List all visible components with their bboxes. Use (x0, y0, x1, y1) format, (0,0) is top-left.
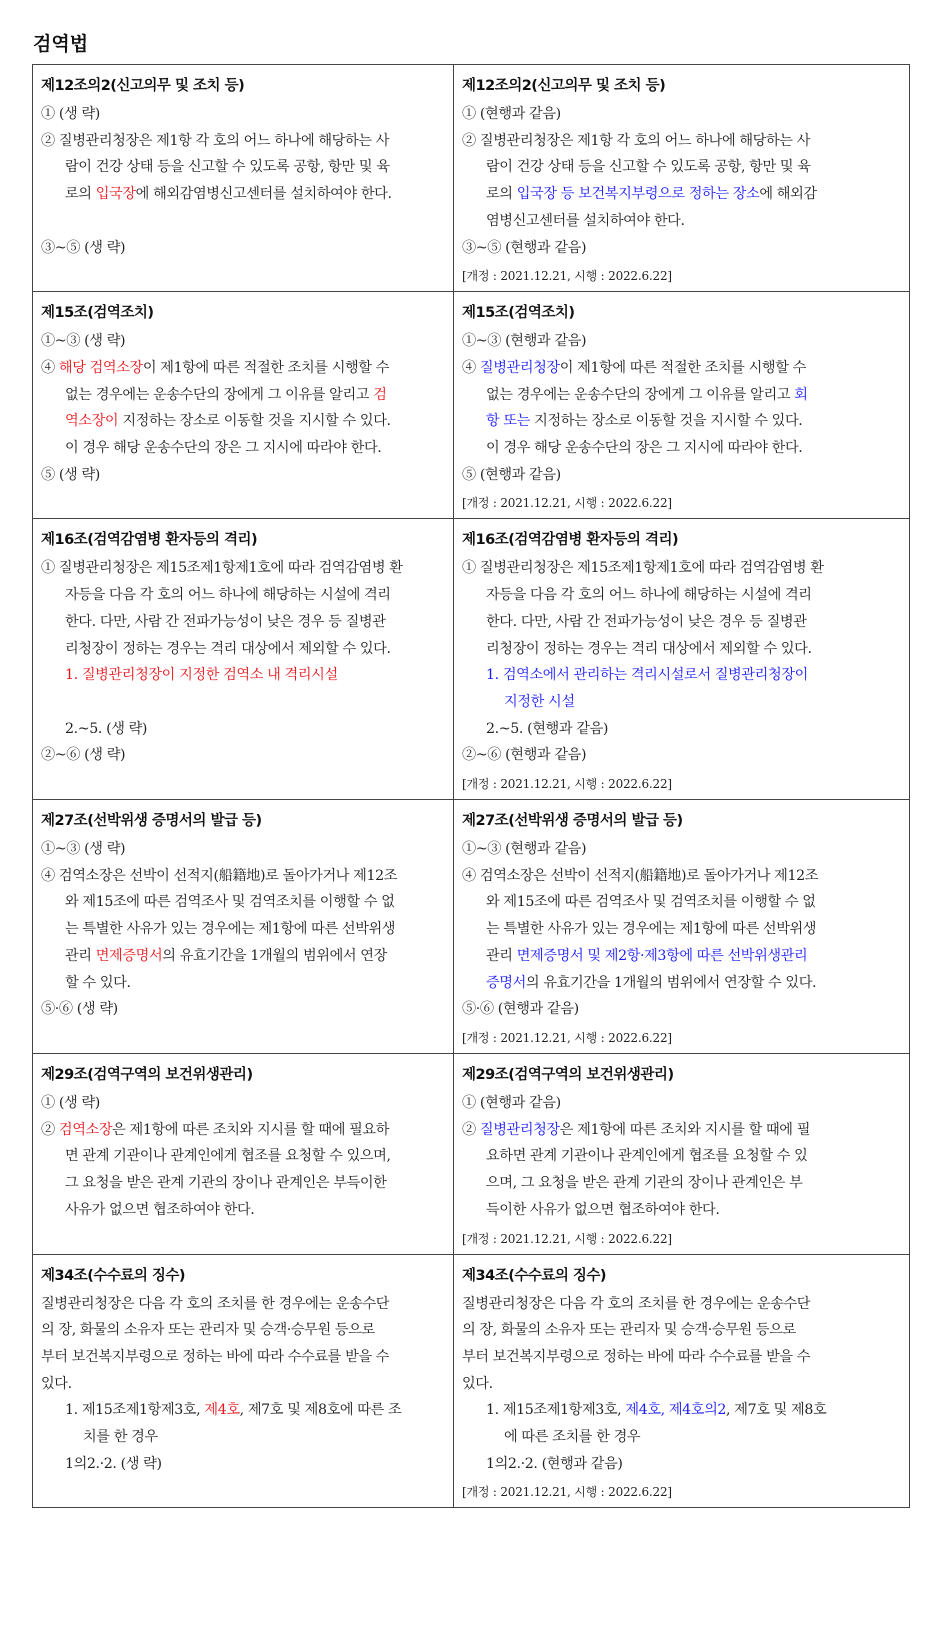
amendment-note (462, 1481, 901, 1503)
clause-text: 이 제1항에 따른 적절한 조치를 시행할 수 (559, 359, 806, 376)
clause-text: ⑤ (현행과 같음) (462, 466, 561, 483)
article-row (33, 1053, 910, 1254)
clause-text: ②~⑥ (생 략) (41, 747, 126, 764)
clause-line (462, 636, 901, 663)
clause-line (462, 916, 901, 943)
current-law-cell (33, 65, 454, 292)
clause-line (41, 555, 445, 582)
clause-text: 은 제1항에 따른 조치와 지시를 할 때에 필 (559, 1121, 811, 1138)
clause-line (462, 836, 901, 863)
highlighted-text: 입국장 등 보건복지부령으로 정하는 장소 (516, 186, 760, 203)
clause-text: ① (생 략) (41, 106, 100, 122)
clause-text: 2.~5. (생 략) (65, 720, 148, 737)
clause-text: ② (462, 1121, 480, 1138)
clause-line (462, 996, 901, 1023)
clause-line (462, 208, 901, 235)
clause-line (41, 1143, 445, 1170)
clause-text: ①~③ (현행과 같음) (462, 333, 587, 350)
clause-line (41, 836, 445, 863)
clause-line (41, 1397, 445, 1424)
clause-text: 없는 경우에는 운송수단의 장에게 그 이유를 알리고 (65, 386, 374, 403)
clause-text: 1. 제15조제1항제3호, (65, 1402, 205, 1419)
clause-text: ④ 검역소장은 선박이 선적지(船籍地)로 돌아가거나 제12조 (462, 867, 819, 884)
highlighted-text: 1. 검역소에서 관리하는 격리시설로서 질병관리청장이 (486, 667, 808, 684)
clause-line (41, 408, 445, 435)
clause-text: 염병신고센터를 설치하여야 한다. (486, 212, 685, 229)
clause-text: 없는 경우에는 운송수단의 장에게 그 이유를 알리고 (486, 386, 795, 403)
clause-line (462, 1143, 901, 1170)
clause-line (41, 462, 445, 489)
clause-text: 이 경우 해당 운송수단의 장은 그 지시에 따라야 한다. (65, 440, 382, 457)
clause-line (41, 1090, 445, 1117)
clause-text: ②~⑥ (현행과 같음) (462, 747, 587, 764)
clause-line (462, 716, 901, 743)
highlighted-text: 회 (794, 386, 808, 403)
highlighted-text: 검 (373, 386, 387, 403)
amendment-note (462, 492, 901, 514)
highlighted-text: 질병관리청장 (479, 1121, 560, 1138)
amendment-note (462, 265, 901, 287)
clause-line (41, 1371, 445, 1398)
clause-text: 있다. (41, 1375, 72, 1392)
amended-law-cell (454, 519, 910, 800)
clause-text: 로의 (65, 186, 96, 203)
clause-text: ①~③ (생 략) (41, 841, 126, 858)
clause-line (462, 1397, 901, 1424)
article-heading: 제27조(선박위생 증명서의 발급 등) (41, 813, 262, 830)
clause-text: ⑤·⑥ (현행과 같음) (462, 1001, 579, 1018)
clause-text: [개정 : 2021.12.21, 시행 : 2022.6.22] (462, 496, 672, 511)
clause-line (41, 154, 445, 181)
clause-line (41, 636, 445, 663)
clause-text: 는 특별한 사유가 있는 경우에는 제1항에 따른 선박위생 (65, 921, 396, 938)
article-heading: 제15조(검역조치) (462, 305, 575, 322)
article-heading: 제12조의2(신고의무 및 조치 등) (462, 78, 666, 94)
article-row (33, 1254, 910, 1508)
clause-text: 의 유효기간을 1개월의 범위에서 연장 (162, 947, 387, 964)
clause-text: 한다. 다만, 사람 간 전파가능성이 낮은 경우 등 질병관 (65, 613, 386, 630)
clause-text: 에 해외감 (759, 186, 817, 203)
highlighted-text: 1. 질병관리청장이 지정한 검역소 내 격리시설 (65, 667, 338, 684)
clause-line (41, 1424, 445, 1451)
clause-line (462, 1371, 901, 1398)
clause-text: 질병관리청장은 다음 각 호의 조치를 한 경우에는 운송수단 (41, 1295, 390, 1312)
clause-line (41, 128, 445, 155)
article-row (33, 519, 910, 800)
article-heading: 제29조(검역구역의 보건위생관리) (41, 1066, 253, 1083)
clause-text: ④ 검역소장은 선박이 선적지(船籍地)로 돌아가거나 제12조 (41, 867, 398, 884)
clause-line (41, 889, 445, 916)
clause-line (41, 1197, 445, 1224)
amended-law-cell (454, 1254, 910, 1508)
clause-text: 득이한 사유가 없으면 협조하여야 한다. (486, 1201, 720, 1218)
clause-text: 그 요청을 받은 관계 기관의 장이나 관계인은 부득이한 (65, 1175, 387, 1192)
clause-text: 질병관리청장은 다음 각 호의 조치를 한 경우에는 운송수단 (462, 1295, 811, 1312)
clause-line (462, 462, 901, 489)
clause-text: ⑤·⑥ (생 략) (41, 1001, 118, 1018)
clause-line (462, 408, 901, 435)
clause-text: 이 제1항에 따른 적절한 조치를 시행할 수 (142, 359, 390, 376)
clause-text: ③~⑤ (생 략) (41, 239, 126, 256)
clause-line (462, 355, 901, 382)
article-heading: 제27조(선박위생 증명서의 발급 등) (462, 813, 683, 830)
clause-text: , 제7호 및 제8호 (726, 1402, 827, 1419)
clause-text: ② 질병관리청장은 제1항 각 호의 어느 하나에 해당하는 사 (41, 132, 390, 149)
clause-line (462, 582, 901, 609)
clause-text: ①~③ (현행과 같음) (462, 841, 587, 858)
clause-line (462, 609, 901, 636)
clause-line (462, 970, 901, 997)
clause-line (462, 328, 901, 355)
article-heading: 제16조(검역감염병 환자등의 격리) (41, 532, 258, 549)
clause-text: , 제7호 및 제8호에 따른 조 (239, 1402, 402, 1419)
clause-text: ② 질병관리청장은 제1항 각 호의 어느 하나에 해당하는 사 (462, 132, 811, 149)
clause-text: 사유가 없으면 협조하여야 한다. (65, 1201, 255, 1218)
clause-text: 와 제15조에 따른 검역조사 및 검역조치를 이행할 수 없 (65, 894, 395, 911)
clause-text: ① (생 략) (41, 1094, 100, 1111)
highlighted-text: 해당 검역소장 (58, 359, 143, 376)
amended-law-cell (454, 65, 910, 292)
clause-line (41, 716, 445, 743)
clause-text: ① (현행과 같음) (462, 1094, 561, 1111)
clause-line (41, 662, 445, 689)
blank-line (41, 689, 445, 716)
clause-text: 에 따른 조치를 한 경우 (504, 1429, 641, 1446)
clause-text: ① 질병관리청장은 제15조제1항제1호에 따라 검역감염병 환 (41, 560, 403, 577)
clause-text: [개정 : 2021.12.21, 시행 : 2022.6.22] (462, 1030, 672, 1045)
clause-text: 치를 한 경우 (83, 1429, 158, 1446)
clause-text: 부터 보건복지부령으로 정하는 바에 따라 수수료를 받을 수 (41, 1348, 390, 1365)
article-heading: 제34조(수수료의 징수) (41, 1267, 186, 1284)
clause-line (41, 943, 445, 970)
clause-text: ④ (41, 359, 59, 376)
current-law-cell (33, 519, 454, 800)
amended-law-cell (454, 800, 910, 1054)
clause-line (462, 555, 901, 582)
highlighted-text: 항 또는 (486, 413, 531, 430)
clause-line (462, 889, 901, 916)
blank-line (41, 208, 445, 235)
highlighted-text: 입국장 (95, 186, 136, 203)
current-law-cell (33, 292, 454, 519)
clause-line (462, 1090, 901, 1117)
clause-text: 람이 건강 상태 등을 신고할 수 있도록 공항, 항만 및 육 (65, 159, 390, 176)
clause-line (462, 863, 901, 890)
clause-line (462, 1117, 901, 1144)
article-heading: 제12조의2(신고의무 및 조치 등) (41, 78, 245, 94)
clause-text: [개정 : 2021.12.21, 시행 : 2022.6.22] (462, 1485, 672, 1500)
clause-line (41, 1451, 445, 1478)
clause-text: 1의2.·2. (생 략) (65, 1455, 162, 1472)
clause-text: [개정 : 2021.12.21, 시행 : 2022.6.22] (462, 777, 672, 792)
clause-line (462, 943, 901, 970)
clause-text: 자등을 다음 각 호의 어느 하나에 해당하는 시설에 격리 (486, 587, 812, 604)
article-heading: 제16조(검역감염병 환자등의 격리) (462, 532, 679, 549)
clause-text: 할 수 있다. (65, 974, 131, 991)
highlighted-text: 면제증명서 및 제2항·제3항에 따른 선박위생관리 (516, 947, 808, 964)
clause-line (462, 154, 901, 181)
clause-line (462, 1424, 901, 1451)
clause-text: 와 제15조에 따른 검역조사 및 검역조치를 이행할 수 없 (486, 894, 816, 911)
current-law-cell (33, 1053, 454, 1254)
clause-text: ③~⑤ (현행과 같음) (462, 239, 587, 256)
clause-text: 로의 (486, 186, 517, 203)
article-heading: 제29조(검역구역의 보건위생관리) (462, 1066, 674, 1083)
clause-text: 관리 (486, 947, 517, 964)
clause-line (41, 382, 445, 409)
clause-line (462, 235, 901, 262)
clause-text: ② (41, 1121, 59, 1138)
clause-text: 1. 제15조제1항제3호, (486, 1402, 626, 1419)
clause-line (41, 1291, 445, 1318)
clause-line (462, 1317, 901, 1344)
current-law-cell (33, 800, 454, 1054)
clause-text: 한다. 다만, 사람 간 전파가능성이 낮은 경우 등 질병관 (486, 613, 807, 630)
clause-text: 이 경우 해당 운송수단의 장은 그 지시에 따라야 한다. (486, 440, 803, 457)
clause-line (462, 1451, 901, 1478)
clause-line (41, 863, 445, 890)
highlighted-text: 면제증명서 (95, 947, 163, 964)
clause-text: 관리 (65, 947, 96, 964)
clause-text: 으며, 그 요청을 받은 관계 기관의 장이나 관계인은 부 (486, 1175, 803, 1192)
clause-line (41, 609, 445, 636)
article-row (33, 292, 910, 519)
highlighted-text: 질병관리청장 (479, 359, 560, 376)
clause-line (462, 435, 901, 462)
amendment-note (462, 1027, 901, 1049)
clause-text: 2.~5. (현행과 같음) (486, 720, 608, 737)
clause-text: ① 질병관리청장은 제15조제1항제1호에 따라 검역감염병 환 (462, 560, 824, 577)
clause-line (462, 742, 901, 769)
highlighted-text: 증명서 (486, 974, 526, 991)
clause-line (41, 1317, 445, 1344)
article-heading: 제34조(수수료의 징수) (462, 1267, 607, 1284)
clause-line (462, 1197, 901, 1224)
current-law-cell (33, 1254, 454, 1508)
amendment-note (462, 773, 901, 795)
clause-text: ① (현행과 같음) (462, 106, 561, 122)
clause-text: 의 장, 화물의 소유자 또는 관리자 및 승객·승무원 등으로 (41, 1322, 375, 1339)
clause-line (41, 996, 445, 1023)
clause-text: 람이 건강 상태 등을 신고할 수 있도록 공항, 항만 및 육 (486, 159, 811, 176)
clause-text: 부터 보건복지부령으로 정하는 바에 따라 수수료를 받을 수 (462, 1348, 811, 1365)
clause-line (41, 1344, 445, 1371)
clause-line (462, 1170, 901, 1197)
clause-text: ⑤ (생 략) (41, 466, 100, 483)
clause-line (41, 435, 445, 462)
highlighted-text: 지정한 시설 (504, 693, 575, 710)
clause-text: ④ (462, 359, 480, 376)
article-row (33, 800, 910, 1054)
highlighted-text: 역소장이 (65, 413, 119, 430)
amended-law-cell (454, 1053, 910, 1254)
clause-text: 은 제1항에 따른 조치와 지시를 할 때에 필요하 (112, 1121, 390, 1138)
article-heading: 제15조(검역조치) (41, 305, 154, 322)
clause-text: 에 해외감염병신고센터를 설치하여야 한다. (135, 186, 392, 203)
clause-line (41, 328, 445, 355)
clause-text: 자등을 다음 각 호의 어느 하나에 해당하는 시설에 격리 (65, 587, 391, 604)
clause-text: 1의2.·2. (현행과 같음) (486, 1455, 623, 1472)
clause-text: [개정 : 2021.12.21, 시행 : 2022.6.22] (462, 1231, 672, 1246)
clause-line (462, 1344, 901, 1371)
clause-line (462, 181, 901, 208)
clause-line (462, 101, 901, 128)
clause-text: ①~③ (생 략) (41, 333, 126, 350)
clause-text: 의 유효기간을 1개월의 범위에서 연장할 수 있다. (525, 974, 817, 991)
clause-line (41, 235, 445, 262)
clause-line (41, 181, 445, 208)
clause-line (462, 689, 901, 716)
article-row (33, 65, 910, 292)
clause-line (462, 382, 901, 409)
clause-text: 지정하는 장소로 이동할 것을 지시할 수 있다. (118, 413, 391, 430)
comparison-rows (33, 65, 910, 1508)
law-comparison-table (32, 64, 910, 1508)
clause-text: 의 장, 화물의 소유자 또는 관리자 및 승객·승무원 등으로 (462, 1322, 796, 1339)
clause-line (41, 1170, 445, 1197)
clause-line (41, 1117, 445, 1144)
document-title: 검역법 (33, 33, 89, 55)
clause-line (462, 662, 901, 689)
highlighted-text: 제4호 (204, 1402, 240, 1419)
amended-law-cell (454, 292, 910, 519)
clause-line (41, 742, 445, 769)
highlighted-text: 검역소장 (58, 1121, 113, 1138)
clause-text: 리청장이 정하는 경우는 격리 대상에서 제외할 수 있다. (65, 640, 391, 657)
clause-text: [개정 : 2021.12.21, 시행 : 2022.6.22] (462, 269, 672, 284)
clause-text: 는 특별한 사유가 있는 경우에는 제1항에 따른 선박위생 (486, 921, 817, 938)
clause-line (41, 582, 445, 609)
clause-text: 요하면 관계 기관이나 관계인에게 협조를 요청할 수 있 (486, 1148, 808, 1165)
clause-line (41, 355, 445, 382)
clause-line (41, 101, 445, 128)
clause-line (462, 128, 901, 155)
highlighted-text: 제4호, 제4호의2 (625, 1402, 727, 1419)
clause-text: 면 관계 기관이나 관계인에게 협조를 요청할 수 있으며, (65, 1148, 391, 1165)
amendment-note (462, 1228, 901, 1250)
clause-text: 지정하는 장소로 이동할 것을 지시할 수 있다. (530, 413, 803, 430)
clause-text: 있다. (462, 1375, 493, 1392)
clause-line (41, 916, 445, 943)
clause-line (41, 970, 445, 997)
clause-line (462, 1291, 901, 1318)
clause-text: 리청장이 정하는 경우는 격리 대상에서 제외할 수 있다. (486, 640, 812, 657)
